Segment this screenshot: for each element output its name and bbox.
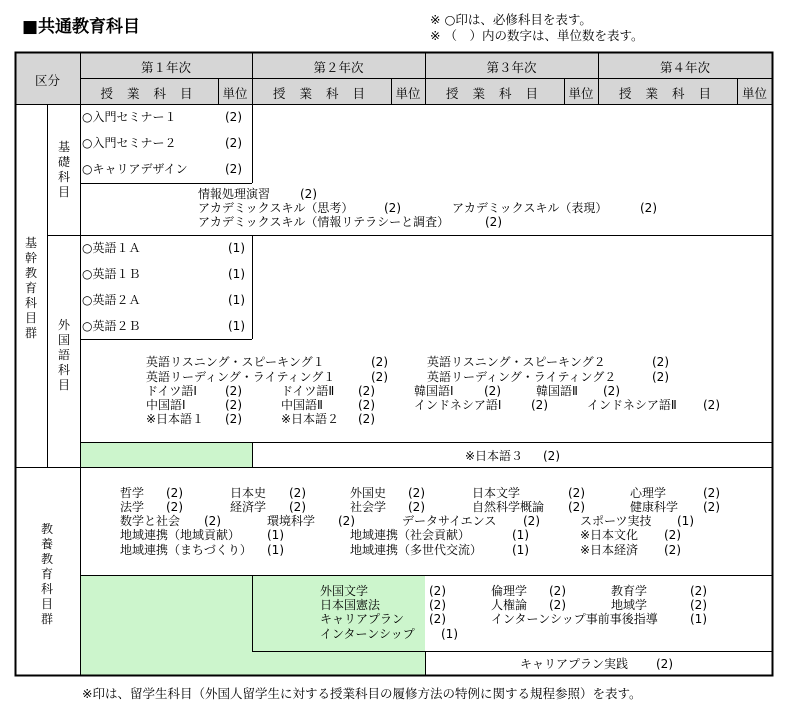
page-title: ■共通教育科目 [22, 17, 141, 37]
year1-header: 第１年次 [140, 60, 191, 75]
kyoyo2-unit: (2) [549, 584, 566, 598]
kyoyo1-unit: (2) [166, 486, 183, 500]
kyoyo1-unit: (1) [677, 514, 694, 528]
kyoyo1-unit: (1) [512, 543, 529, 557]
kyoyo1-unit: (1) [267, 528, 284, 542]
lang-req-unit: (1) [228, 267, 245, 281]
kyoyo1-unit: (1) [512, 528, 529, 542]
kyoyo1-unit: (2) [408, 500, 425, 514]
lang-elec-unit: (2) [652, 370, 669, 384]
unit-header-1: 単位 [222, 86, 248, 101]
kiso-elec-unit: (2) [640, 201, 657, 215]
kyoyo1-name: 外国史 [350, 486, 387, 500]
kiso-elec-unit: (2) [384, 201, 401, 215]
kyoyo1-name: 哲学 [120, 486, 145, 500]
lang-elec-unit: (2) [225, 384, 242, 398]
lang-req-unit: (1) [228, 293, 245, 307]
kyoyo1-unit: (2) [703, 486, 720, 500]
kyoyo1-name: 地域連携（社会貢献） [350, 528, 471, 542]
kyoyo2-unit: (2) [429, 598, 446, 612]
lang-elec-name: ドイツ語Ⅰ [146, 384, 197, 398]
kyoyo1-name: 健康科学 [630, 500, 679, 514]
career-plan-practice-name: キャリアプラン実践 [520, 657, 629, 671]
subject-header-3: 授 業 科 目 [446, 86, 543, 101]
kyoyo2-unit: (1) [690, 612, 707, 626]
kiso-elec-name: アカデミックスキル（思考） [198, 201, 354, 215]
kyoyo1-unit: (2) [568, 500, 585, 514]
kiso-elec-unit: (2) [300, 187, 317, 201]
kyoyo1-unit: (2) [664, 543, 681, 557]
kyoyo2-name: 人権論 [491, 598, 528, 612]
kiso-req-unit: (2) [225, 110, 242, 124]
kyoyo1-unit: (2) [703, 500, 720, 514]
kyoyo1-name: 自然科学概論 [472, 500, 545, 514]
lang-elec-name: 中国語Ⅰ [146, 398, 186, 412]
kubun-header: 区分 [34, 73, 60, 88]
kyoyo1-name: 環境科学 [267, 514, 316, 528]
lang-elec-unit: (2) [603, 384, 620, 398]
year3-header: 第３年次 [486, 60, 537, 75]
lang-elec-name: インドネシア語Ⅰ [414, 398, 502, 412]
kyoyo2-unit: (2) [549, 598, 566, 612]
lang-elec-unit: (2) [358, 412, 375, 426]
kyoyo1-unit: (2) [338, 514, 355, 528]
kyoyo2-name: インターンシップ [320, 627, 415, 641]
kyoyo1-name: 日本文学 [472, 486, 521, 500]
lang-elec-name: 韓国語Ⅰ [414, 384, 454, 398]
kyoyo2-name: 外国文学 [320, 584, 369, 598]
lang-elec-unit: (2) [371, 355, 388, 369]
lang-elec-unit: (2) [531, 398, 548, 412]
kyoyo1-name: 社会学 [350, 500, 387, 514]
kiso-elec-unit: (2) [485, 215, 502, 229]
kyoyo1-name: スポーツ実技 [580, 514, 652, 528]
kiso-req-name: ○キャリアデザイン [82, 162, 188, 176]
kyoyo2-name: 倫理学 [491, 584, 528, 598]
lang-req-unit: (1) [228, 319, 245, 333]
lang-elec-unit: (2) [358, 398, 375, 412]
kyoyo1-unit: (2) [523, 514, 540, 528]
lang-elec-unit: (2) [652, 355, 669, 369]
kyoyo2-unit: (2) [429, 584, 446, 598]
kyoyo2-unit: (1) [441, 627, 458, 641]
year4-header: 第４年次 [659, 60, 710, 75]
lang-req-name: ○英語２Ａ [82, 293, 141, 307]
lang-req-name: ○英語１Ａ [82, 241, 141, 255]
note-units: ※ （ ）内の数字は、単位数を表す。 [430, 28, 644, 43]
lang-elec-name: ドイツ語Ⅱ [281, 384, 335, 398]
kiso-req-unit: (2) [225, 162, 242, 176]
kyoyo2-name: 地域学 [611, 598, 648, 612]
group-kyoyo: 教養教育科目群 [40, 522, 53, 626]
year2-header: 第２年次 [313, 60, 364, 75]
kyoyo2-name: 教育学 [611, 584, 648, 598]
kyoyo1-name: ※日本文化 [580, 528, 639, 542]
unit-header-2: 単位 [395, 86, 421, 101]
lang-elec-name: 中国語Ⅱ [281, 398, 323, 412]
kiso-elec-name: アカデミックスキル（情報リテラシーと調査） [198, 215, 450, 229]
kiso-req-name: ○入門セミナー２ [82, 136, 177, 150]
kyoyo1-unit: (2) [289, 486, 306, 500]
lang-req-name: ○英語１Ｂ [82, 267, 141, 281]
kiso-req-name: ○入門セミナー１ [82, 110, 177, 124]
lang-elec-name: インドネシア語Ⅱ [587, 398, 677, 412]
lang-req-unit: (1) [228, 241, 245, 255]
group-gaikokugo: 外国語科目 [57, 318, 70, 392]
kyoyo1-name: 心理学 [630, 486, 667, 500]
lang-elec-unit: (2) [225, 412, 242, 426]
lang-req-name: ○英語２Ｂ [82, 319, 141, 333]
kiso-elec-name: 情報処理演習 [198, 187, 271, 201]
kyoyo2-name: キャリアプラン [320, 612, 405, 626]
lang-elec-unit: (2) [225, 398, 242, 412]
kyoyo1-name: 地域連携（地域貢献） [120, 528, 241, 542]
lang-elec-name: ※日本語２ [281, 412, 340, 426]
kyoyo1-name: ※日本経済 [580, 543, 639, 557]
lang-elec-name: 韓国語Ⅱ [536, 384, 578, 398]
kyoyo1-name: 地域連携（まちづくり） [120, 543, 252, 557]
group-kiso: 基礎科目 [57, 140, 70, 199]
kyoyo1-unit: (2) [204, 514, 221, 528]
kyoyo1-unit: (2) [568, 486, 585, 500]
kiso-elec-name: アカデミックスキル（表現） [452, 201, 608, 215]
kyoyo2-unit: (2) [690, 584, 707, 598]
lang-elec-unit: (2) [371, 370, 388, 384]
unit-header-4: 単位 [741, 86, 767, 101]
lang-elec-unit: (2) [703, 398, 720, 412]
lang-elec-unit: (2) [358, 384, 375, 398]
kyoyo1-name: 地域連携（多世代交流） [350, 543, 483, 557]
kyoyo1-unit: (2) [408, 486, 425, 500]
nihongo3-name: ※日本語３ [465, 449, 524, 463]
subject-header-4: 授 業 科 目 [619, 86, 716, 101]
subject-header-1: 授 業 科 目 [100, 86, 198, 101]
career-plan-practice-unit: (2) [656, 657, 673, 671]
kyoyo1-unit: (2) [289, 500, 306, 514]
kyoyo1-name: 日本史 [230, 486, 267, 500]
kyoyo2-unit: (2) [429, 612, 446, 626]
kyoyo1-name: 経済学 [230, 500, 267, 514]
kyoyo2-unit: (2) [690, 598, 707, 612]
kyoyo1-unit: (2) [664, 528, 681, 542]
nihongo3-unit: (2) [543, 449, 560, 463]
footer-note: ※印は、留学生科目（外国人留学生に対する授業科目の履修方法の特例に関する規程参照）を表す。 [82, 686, 642, 701]
kiso-req-unit: (2) [225, 136, 242, 150]
note-required: ※ ○印は、必修科目を表す。 [430, 12, 592, 27]
subject-header-2: 授 業 科 目 [273, 86, 370, 101]
lang-elec-name: 英語リスニング・スピーキング２ [427, 355, 606, 369]
kyoyo1-name: 法学 [120, 500, 145, 514]
kyoyo2-name: インターンシップ事前事後指導 [491, 612, 658, 626]
group-kikan: 基幹教育科目群 [24, 236, 37, 340]
lang-elec-name: 英語リーディング・ライティング１ [146, 370, 336, 384]
kyoyo1-name: 数学と社会 [120, 514, 181, 528]
unit-header-3: 単位 [568, 86, 594, 101]
lang-elec-name: ※日本語１ [146, 412, 205, 426]
kyoyo1-name: データサイエンス [402, 514, 497, 528]
kyoyo1-unit: (2) [166, 500, 183, 514]
kyoyo1-unit: (1) [267, 543, 284, 557]
lang-elec-name: 英語リーディング・ライティング２ [427, 370, 617, 384]
kyoyo2-name: 日本国憲法 [320, 598, 381, 612]
lang-elec-name: 英語リスニング・スピーキング１ [146, 355, 325, 369]
lang-elec-unit: (2) [484, 384, 501, 398]
